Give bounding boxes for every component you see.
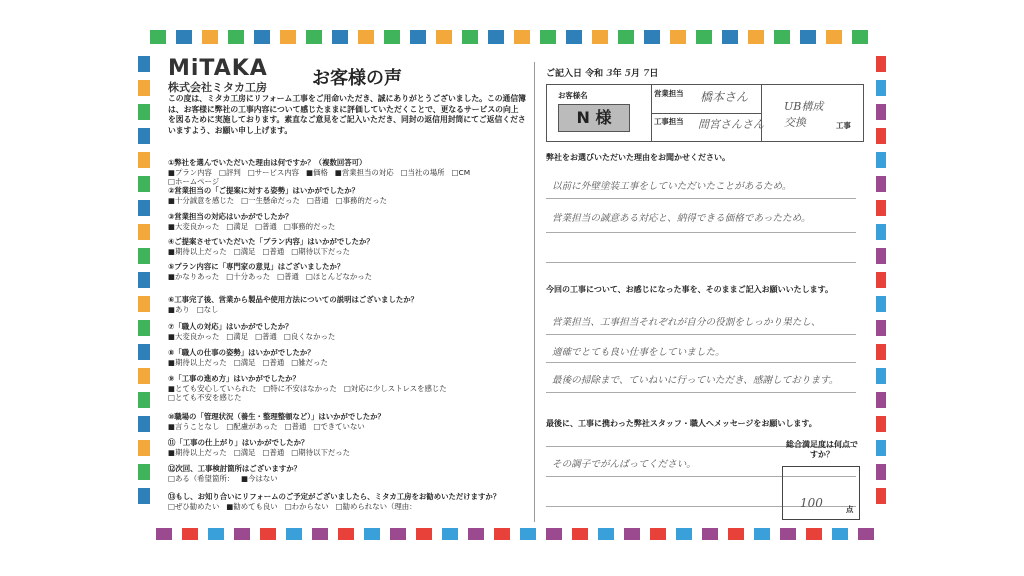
question-item [168, 295, 518, 314]
question-text: ⑩職場の「管理状況（養生・整理整頓など）」はいかがでしたか？ [168, 412, 385, 421]
checkbox-option[interactable]: □ わからない [285, 502, 329, 512]
question-options [168, 448, 518, 458]
checkbox-option[interactable]: ■ 言うことなし [168, 422, 219, 432]
date-label: ご記入日 [546, 69, 583, 79]
question-item [168, 262, 518, 281]
checkbox-option[interactable]: □ 良くなかった [284, 332, 335, 342]
handwritten-text: その調子でがんばってください。 [552, 459, 696, 470]
checkbox-option[interactable]: □ できていない [313, 422, 364, 432]
checkbox-option[interactable]: ■ 営業担当の対応 [335, 168, 394, 178]
handwritten-text: 最後の掃除まで、ていねいに行っていただき、感謝しております。 [552, 375, 839, 386]
checkbox-option[interactable]: ■ プラン内容 [168, 168, 212, 178]
question-text: ⑨「工事の進め方」はいかがでしたか？ [168, 374, 300, 383]
checkbox-option[interactable]: ■ 価格 [306, 168, 328, 178]
question-options [168, 168, 518, 187]
month-unit: 月 [631, 69, 641, 79]
date-month: 5 [624, 69, 631, 79]
checkbox-option[interactable]: □ ホームページ [168, 177, 219, 187]
intro-text: この度は、ミタカ工房にリフォーム工事をご用命いただき、誠にありがとうございました。この通信簿は、お客様に弊社の工事内容について感じたままに評価していただくことで、更なるサービスの向上を図るために実施しております。素直なご意見をご記入いただき、同封の返信用封筒にてご返信くださいますよう、お願い申し上げます。 [168, 94, 526, 135]
question-text: ⑤プラン内容に「専門家の意見」はございましたか？ [168, 262, 345, 271]
impression-title: 今回の工事について、お感じになった事を、そのままご記入お願いいたします。 [546, 285, 834, 294]
checkbox-option[interactable]: ■ 期待以上だった [168, 358, 227, 368]
checkbox-option[interactable]: □ 満足 [226, 222, 248, 232]
date-line [546, 66, 658, 79]
writing-line [546, 232, 856, 233]
checkbox-option[interactable]: □ 期待以下だった [291, 448, 350, 458]
question-item [168, 212, 518, 231]
date-era: 令和 [585, 69, 604, 79]
checkbox-option[interactable]: ■ 期待以上だった [168, 247, 227, 257]
writing-line [546, 362, 856, 363]
handwritten-text: 営業担当、工事担当それぞれが自分の役割をしっかり果たし、 [552, 317, 821, 328]
checkbox-option[interactable]: □ ぜひ勧めたい [168, 502, 219, 512]
question-text: ⑬もし、お知り合いにリフォームのご予定がございましたら、ミタカ工房をお勧めいただけますか？ [168, 492, 501, 501]
checkbox-option[interactable]: □ 特に不安はなかった [263, 384, 337, 394]
company-name: 株式会社ミタカ工房 [168, 81, 267, 94]
date-day: 7 [643, 69, 650, 79]
checkbox-option[interactable]: □ 評判 [219, 168, 241, 178]
question-item [168, 237, 518, 256]
staff-divider [651, 113, 761, 114]
checkbox-option[interactable]: □ 満足 [226, 332, 248, 342]
question-item [168, 374, 518, 403]
question-text: ⑫次回、工事検討箇所はございますか？ [168, 464, 302, 473]
question-text: ⑧「職人の仕事の姿勢」はいかがでしたか？ [168, 348, 315, 357]
checkbox-option[interactable]: □ 一生懸命だった [241, 196, 300, 206]
checkbox-option[interactable]: □ 満足 [234, 358, 256, 368]
year-unit: 年 [612, 69, 622, 79]
work-name: 間宮さんさん [698, 118, 764, 131]
question-options [168, 196, 518, 206]
question-options [168, 502, 518, 512]
customer-label: お客様名 [558, 91, 588, 100]
handwritten-text: 営業担当の誠意ある対応と、納得できる価格であったため。 [552, 213, 811, 224]
question-options [168, 474, 518, 484]
checkbox-option[interactable]: □ 普通 [255, 222, 277, 232]
question-options [168, 332, 518, 342]
checkbox-option[interactable]: ■ 大変良かった [168, 332, 219, 342]
page-title: お客様の声 [312, 68, 402, 89]
question-options [168, 272, 518, 282]
checkbox-option[interactable]: □ 配慮があった [226, 422, 277, 432]
checkbox-option[interactable]: □ 十分あった [226, 272, 270, 282]
checkbox-option[interactable]: □ 普通 [307, 196, 329, 206]
question-text: ⑦「職人の対応」はいかがでしたか？ [168, 322, 293, 331]
question-options [168, 358, 518, 368]
checkbox-option[interactable]: □ ほとんどなかった [306, 272, 372, 282]
handwritten-text: 以前に外壁塗装工事をしていただいたことがあるため。 [552, 181, 792, 192]
checkbox-option[interactable]: □ 普通 [263, 448, 285, 458]
question-options [168, 422, 518, 432]
question-text: ①弊社を選んでいただいた理由は何ですか？（複数回答可） [168, 158, 367, 167]
checkbox-option[interactable]: ■ あり [168, 305, 190, 315]
column-divider [534, 62, 535, 522]
question-item [168, 412, 518, 431]
score-unit: 点 [846, 505, 854, 514]
writing-line [546, 262, 856, 263]
checkbox-option[interactable]: □ 普通 [263, 247, 285, 257]
checkbox-option[interactable]: ■ 期待以上だった [168, 448, 227, 458]
job-suffix: 工事 [836, 121, 851, 130]
writing-line [546, 198, 856, 199]
checkbox-option[interactable]: □ なし [197, 305, 219, 315]
checkbox-option[interactable]: □ 普通 [263, 358, 285, 368]
question-text: ③営業担当の対応はいかがでしたか？ [168, 212, 293, 221]
writing-line [546, 392, 856, 393]
checkbox-option[interactable]: □ 普通 [285, 422, 307, 432]
checkbox-option[interactable]: □ 事務的だった [284, 222, 335, 232]
checkbox-option[interactable]: □ 期待以下だった [291, 247, 350, 257]
checkbox-option[interactable]: □ 普通 [255, 332, 277, 342]
customer-name: N 様 [558, 104, 630, 132]
question-options [168, 384, 518, 403]
question-item [168, 186, 518, 205]
question-options [168, 247, 518, 257]
checkbox-option[interactable]: □ 満足 [234, 247, 256, 257]
checkbox-option[interactable]: □ 事務的だった [336, 196, 387, 206]
sales-name: 橋本さん [700, 90, 749, 104]
checkbox-option[interactable]: □ 対応に少しストレスを感じた [344, 384, 447, 394]
checkbox-option[interactable]: □ とても不安を感じた [168, 393, 242, 403]
question-item [168, 158, 518, 187]
question-item [168, 464, 518, 483]
checkbox-option[interactable]: ■ かなりあった [168, 272, 219, 282]
date-year: 3 [606, 69, 613, 79]
question-options [168, 305, 518, 315]
checkbox-option[interactable]: ■ 大変良かった [168, 222, 219, 232]
work-label: 工事担当 [654, 117, 684, 126]
question-text: ②営業担当の「ご提案に対する姿勢」はいかがでしたか？ [168, 186, 360, 195]
checkbox-option[interactable]: □ 勧められない（理由： [336, 502, 417, 512]
question-text: ④ご提案させていただいた「プラン内容」はいかがでしたか？ [168, 237, 374, 246]
question-item [168, 348, 518, 367]
checkbox-option[interactable]: □ 普通 [277, 272, 299, 282]
checkbox-option[interactable]: ■ とても安心していられた [168, 384, 256, 394]
day-unit: 日 [649, 69, 659, 79]
message-title: 最後に、工事に携わった弊社スタッフ・職人へメッセージをお願いします。 [546, 419, 817, 428]
job-desc: UB構成 交換 [784, 100, 824, 129]
question-text: ⑥工事完了後、営業から製品や使用方法についての説明はございましたか？ [168, 295, 419, 304]
checkbox-option[interactable]: □ 雑だった [291, 358, 328, 368]
brand [168, 56, 268, 95]
checkbox-option[interactable]: ■ 今はない [241, 474, 278, 484]
checkbox-option[interactable]: □ CM [452, 168, 471, 178]
reason-title: 弊社をお選びいただいた理由をお聞かせください。 [546, 153, 730, 162]
brand-logo: MiTAKA [168, 56, 268, 81]
sales-label: 営業担当 [654, 89, 684, 98]
checkbox-option[interactable]: □ ある（希望箇所： [168, 474, 234, 484]
checkbox-option[interactable]: □ サービス内容 [248, 168, 299, 178]
score-label: 総合満足度は何点ですか？ [786, 440, 858, 459]
question-item [168, 492, 518, 511]
writing-line [546, 334, 856, 335]
question-text: ⑪「工事の仕上がり」はいかがでしたか？ [168, 438, 309, 447]
question-item [168, 322, 518, 341]
checkbox-option[interactable]: □ 当社の場所 [401, 168, 445, 178]
checkbox-option[interactable]: ■ 十分誠意を感じた [168, 196, 234, 206]
score-value: 100 [800, 496, 823, 510]
question-item [168, 438, 518, 457]
checkbox-option[interactable]: □ 満足 [234, 448, 256, 458]
checkbox-option[interactable]: ■ 勧めても良い [226, 502, 277, 512]
handwritten-text: 適確でとても良い仕事をしていました。 [552, 347, 725, 358]
question-options [168, 222, 518, 232]
